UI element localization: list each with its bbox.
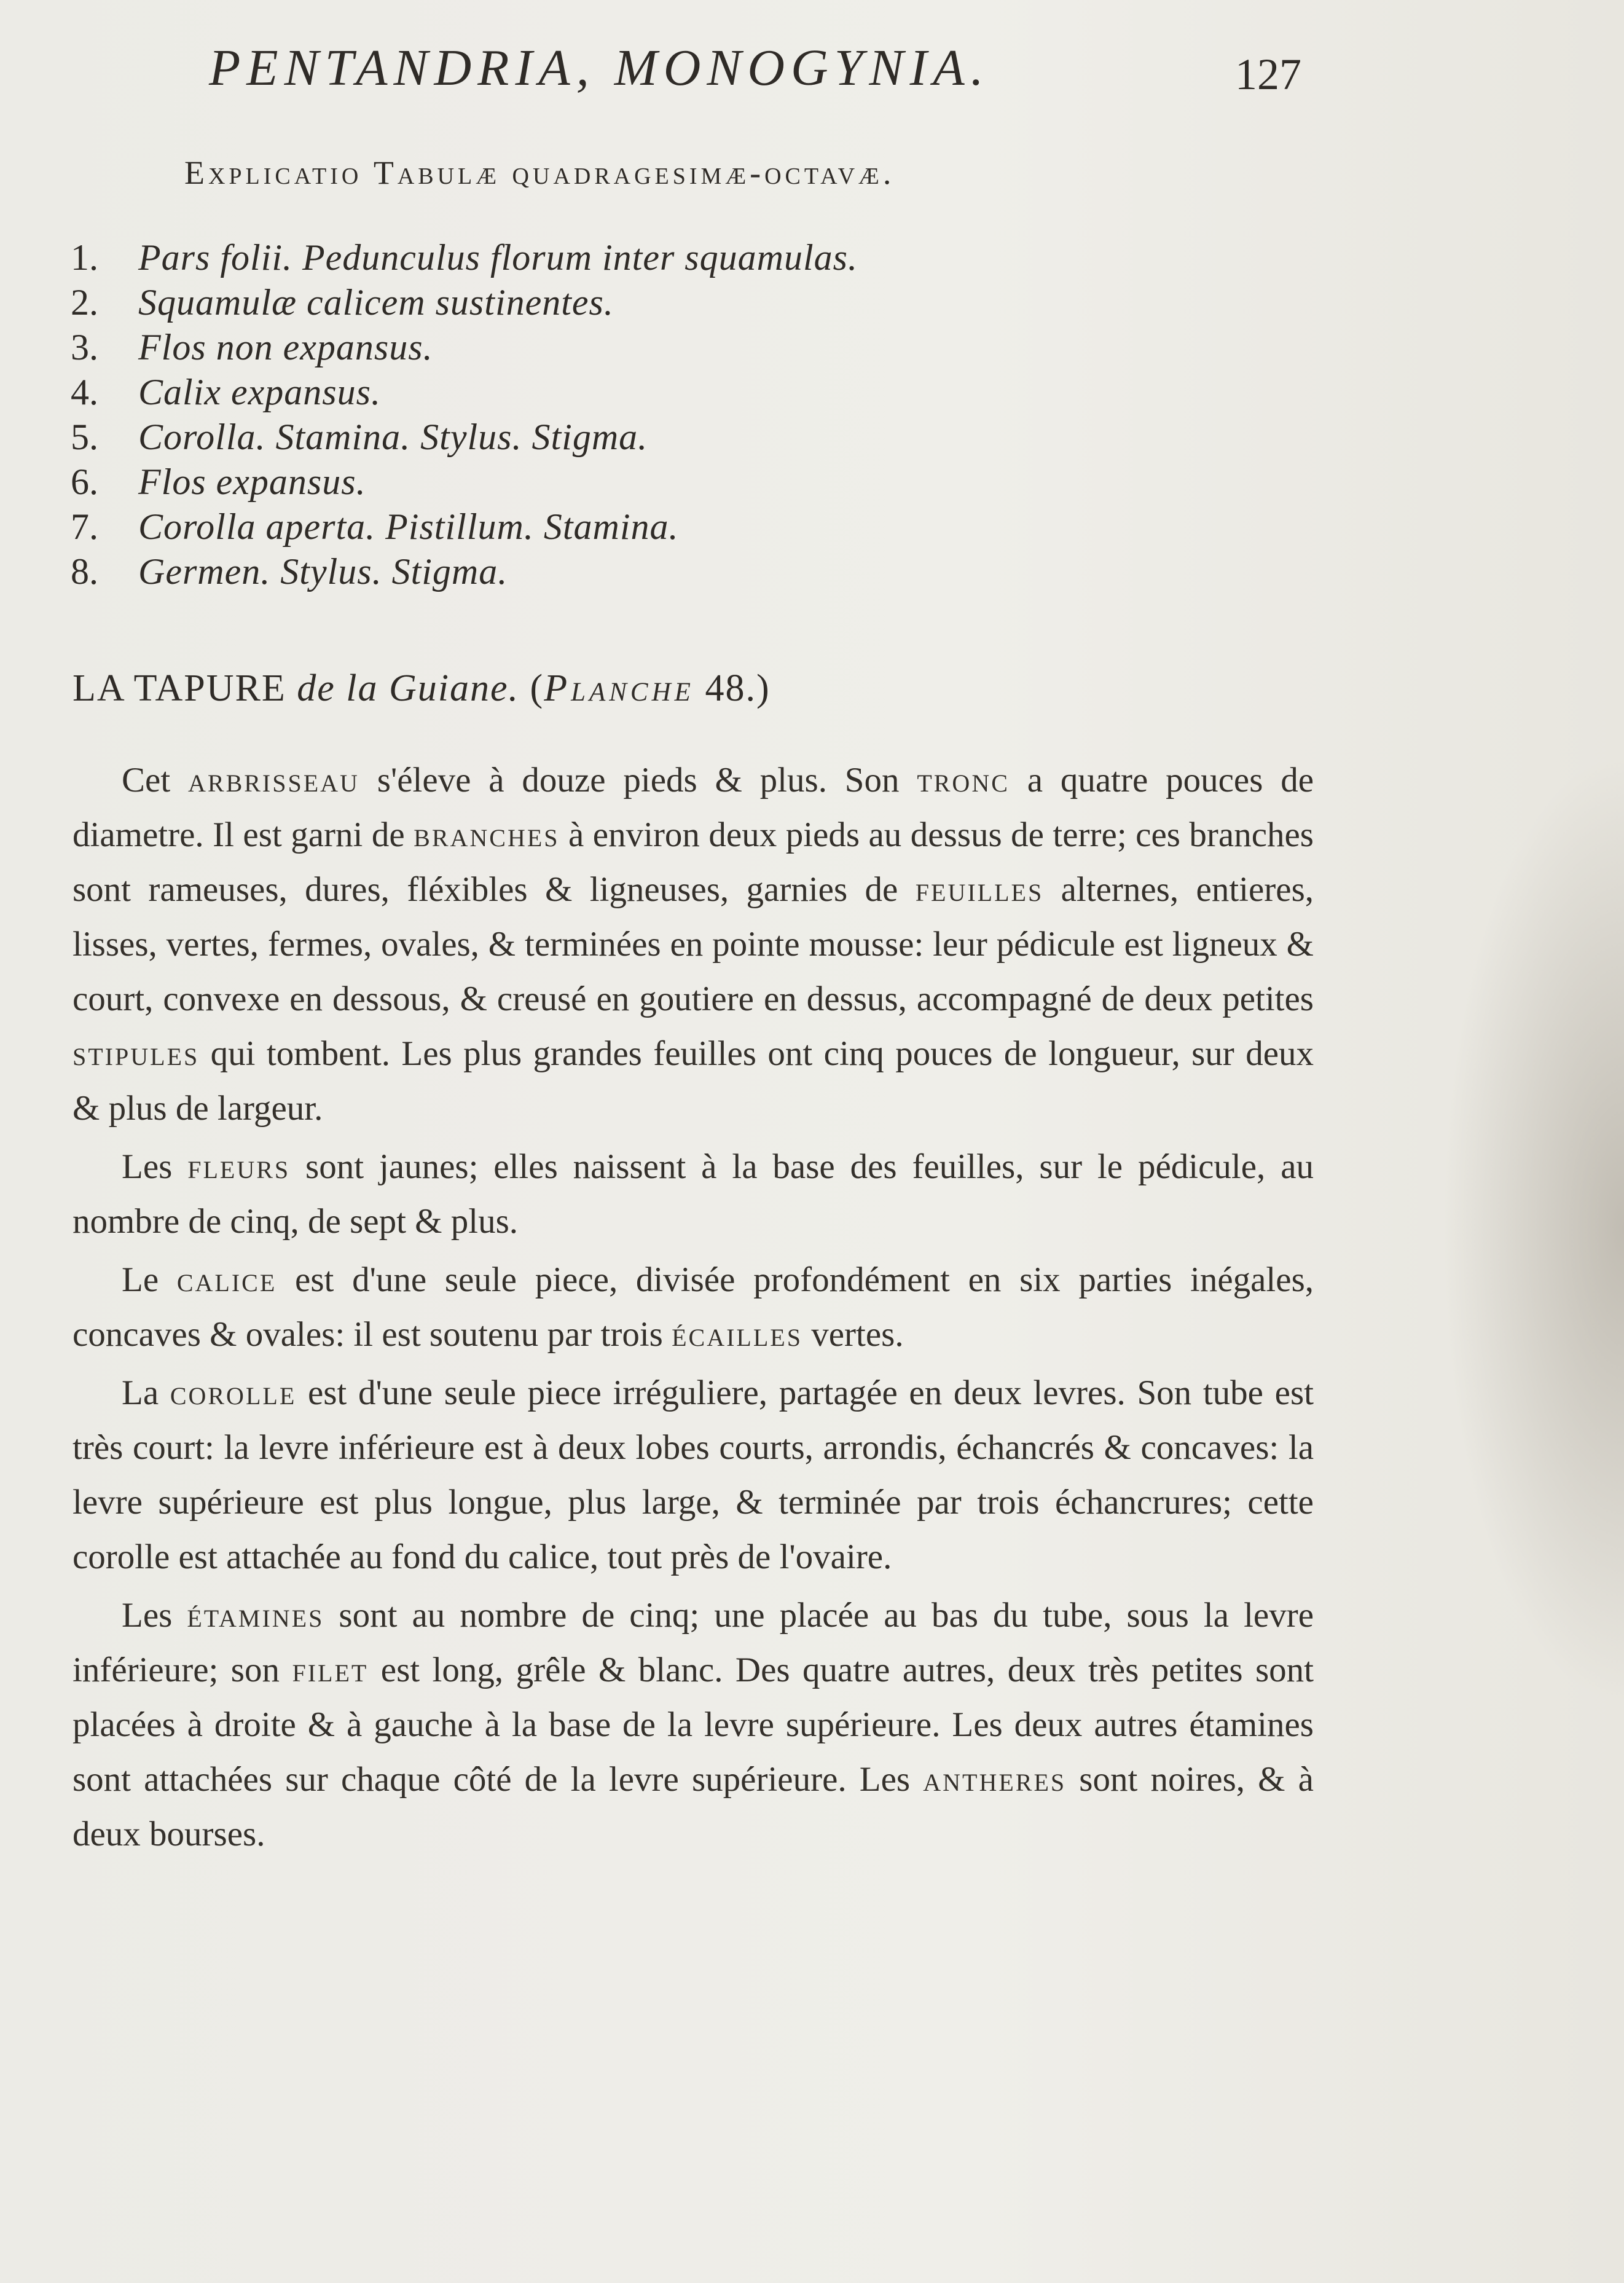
item-text: Flos non expansus. — [138, 327, 433, 367]
text-run: est long, grêle & blanc. Des quatre autres, deux très petites sont placées à droite & à gauche à la base de la levre supérieure. Les deux autres étamines sont attachées sur chaque côté de la levre supérieure. Les — [73, 1651, 1314, 1799]
plant-name: LA TAPURE — [73, 667, 286, 709]
paragraph-fleurs — [73, 1139, 1314, 1249]
text-run: sont jaunes; elles naissent à la base des feuilles, sur le pédicule, au nombre de cinq, de sept & plus. — [73, 1147, 1314, 1241]
term-small-caps: étamines — [187, 1596, 324, 1635]
item-number: 7. — [71, 506, 98, 547]
item-text: Corolla. Stamina. Stylus. Stigma. — [138, 417, 648, 457]
text-run: vertes. — [802, 1315, 904, 1354]
item-number: 4. — [71, 372, 98, 412]
term-small-caps: tronc — [917, 761, 1010, 800]
plate-explanation-title: Explicatio Tabulæ quadragesimæ-octavæ. — [184, 154, 895, 191]
term-small-caps: antheres — [923, 1760, 1067, 1799]
item-text: Germen. Stylus. Stigma. — [138, 551, 508, 592]
item-number: 1. — [71, 237, 98, 278]
running-header: PENTANDRIA, MONOGYNIA. — [209, 39, 990, 96]
term-small-caps: arbrisseau — [188, 761, 359, 800]
item-number: 8. — [71, 551, 98, 592]
list-item — [71, 506, 1115, 551]
item-text: Flos expansus. — [138, 462, 366, 502]
text-run: Le — [122, 1260, 177, 1299]
text-run: La — [122, 1373, 170, 1412]
list-item — [71, 326, 1115, 371]
term-small-caps: corolle — [170, 1373, 297, 1412]
paragraph-calice — [73, 1252, 1314, 1362]
item-number: 5. — [71, 417, 98, 457]
list-item — [71, 416, 1115, 461]
item-text: Corolla aperta. Pistillum. Stamina. — [138, 506, 679, 547]
paragraph-etamines — [73, 1588, 1314, 1861]
term-small-caps: fleurs — [187, 1147, 291, 1186]
text-run: est d'une seule piece irréguliere, partagée en deux levres. Son tube est très court: la levre inférieure est à deux lobes courts, arrondis, échancrés & concaves: la levre supérieure est plus longue, plus large, & terminée par trois échancrures; cette corolle est attachée au fond du calice, tout près de l'ovaire. — [73, 1373, 1314, 1576]
text-run: a quatre pouces de diametre. Il est garni de — [73, 761, 1314, 854]
text-run: Les — [122, 1596, 187, 1635]
text-run: Les — [122, 1147, 188, 1186]
text-run: alternes, entieres, lisses, vertes, fermes, ovales, & terminées en pointe mousse: leur pédicule est ligneux & court, convexe en dessous, & creusé en goutiere en dessus, accompagné de deux petites — [73, 870, 1314, 1018]
plate-explanation-list — [71, 237, 1115, 595]
text-run: Cet — [122, 761, 188, 800]
description-body — [73, 753, 1314, 1865]
plate-number: 48.) — [705, 667, 771, 709]
item-number: 2. — [71, 282, 98, 323]
term-small-caps: écailles — [672, 1315, 802, 1354]
text-run: est d'une seule piece, divisée profondément en six parties inégales, concaves & ovales: il est soutenu par trois — [73, 1260, 1314, 1354]
item-number: 3. — [71, 327, 98, 367]
text-run: à environ deux pieds au dessus de terre; ces branches sont rameuses, dures, fléxibles & ligneuses, garnies de — [73, 815, 1314, 909]
term-small-caps: calice — [176, 1260, 277, 1299]
plate-label: Planche — [544, 667, 694, 709]
term-small-caps: feuilles — [915, 870, 1044, 909]
plate-open-paren: ( — [530, 667, 544, 709]
term-small-caps: stipules — [73, 1034, 200, 1073]
term-small-caps: filet — [292, 1651, 369, 1689]
paragraph-corolle — [73, 1365, 1314, 1584]
page-number: 127 — [1235, 50, 1301, 99]
item-number: 6. — [71, 462, 98, 502]
text-run: s'éleve à douze pieds & plus. Son — [359, 761, 917, 800]
term-small-caps: branches — [414, 815, 560, 854]
plant-origin: de la Guiane. — [297, 667, 520, 709]
list-item — [71, 281, 1115, 326]
section-heading — [73, 667, 1117, 710]
list-item — [71, 237, 1115, 281]
item-text: Calix expansus. — [138, 372, 381, 412]
text-run: sont au nombre de cinq; une placée au bas du tube, sous la levre inférieure; son — [73, 1596, 1314, 1689]
paragraph-arbrisseau — [73, 753, 1314, 1136]
text-run: qui tombent. Les plus grandes feuilles ont cinq pouces de longueur, sur deux & plus de largeur. — [73, 1034, 1314, 1128]
text-run: sont noires, & à deux bourses. — [73, 1760, 1314, 1853]
list-item — [71, 461, 1115, 506]
item-text: Squamulæ calicem sustinentes. — [138, 282, 614, 323]
list-item — [71, 551, 1115, 595]
item-text: Pars folii. Pedunculus florum inter squamulas. — [138, 237, 858, 278]
list-item — [71, 371, 1115, 416]
